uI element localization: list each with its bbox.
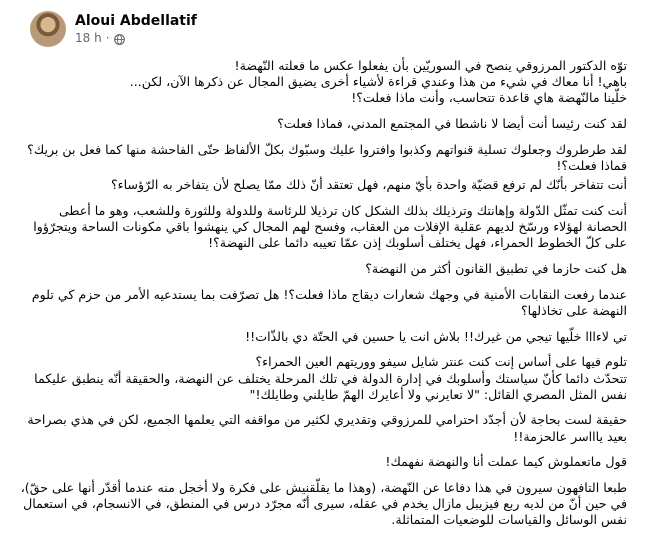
post-paragraph: أنت تتفاخر بأنّك لم ترفع قضيّة واحدة بأيّ منهم، فهل تعتقد أنّ ذلك ممّا يصلح لأن يتفاخر به الرّؤساء؟ [110, 177, 627, 193]
post-time[interactable]: 18 h [75, 31, 102, 45]
post-paragraph: عندما رفعت النقابات الأمنية في وجهك شعارات ديقاج ماذا فعلت؟! هل تصرّفت بما يستدعيه الأمر من حزم كي تلوم النهضة على تخاذلها؟ [31, 286, 627, 318]
author-name[interactable]: Aloui Abdellatif [75, 13, 197, 29]
post-body [14, 58, 641, 529]
post-paragraph: قول ماتعملوش كيما عملت أنا والنهضة نفهمك! [385, 454, 627, 470]
post-subline [75, 30, 197, 46]
post-paragraph: تي لاءااا خلّيها تيجي من غيرك!! بلاش انت يا حسين في الحتّة دي بالذّات!! [245, 328, 627, 344]
post-header [14, 6, 641, 52]
post-paragraph: لقد طرطروك وجعلوك تسلية قنواتهم وكذبوا وافتروا عليك وسبّوك بكلّ الألفاظ حتّى الفاحشة منها كما فعل بن بريك؟ فماذا فعلت؟! [27, 141, 627, 174]
post-meta [75, 12, 197, 46]
post-paragraph: أنت كنت تمثّل الدّولة وإهانتك وترذيلك بذلك الشكل كان ترذيلا للرئاسة وللدولة وللثورة وللشعب، وهو ما أعطى الحصانة لهؤلاء ورسّخ لديهم عقلية الإفلات من العقاب، وفسح لهم المجال كي ينهشوا باقي مكونات الساحة ويتجرّؤوا على كلّ الخطوط الحمراء، فهل يختلف أسلوبك إذن عمّا تعيبه دائما على النهضة؟! [33, 202, 627, 251]
author-avatar[interactable] [30, 11, 66, 47]
globe-icon[interactable] [114, 33, 125, 44]
post-paragraph: لقد كنت رئيسا أنت أيضا لا ناشطا في المجتمع المدني، فماذا فعلت؟ [277, 116, 627, 132]
post-paragraph: هل كنت حازما في تطبيق القانون أكثر من النهضة؟ [365, 261, 627, 277]
post-paragraph: توّه الدكتور المرزوقي ينصح في السوريّين بأن يفعلوا عكس ما فعلته النّهضة! باهي! أنا معاك في شيء من هذا وعندي قراءة لأشياء أخرى يضيق المجال عن ذكرها الآن، لكن... خلّينا مالنّهضة هاي قاعدة تتحاسب، وأنت ماذا فعلت؟! [129, 58, 627, 106]
separator-dot: · [105, 31, 110, 45]
post-paragraph: طبعا التافهون سيرون في هذا دفاعا عن النّهضة، (وهذا ما يقلّقنيش على فكرة ولا أخجل منه عندما أقدّر أنها على حقّ)، في حين أنّ من لديه ربع فيزيبل مازال يخدم في عقله، سيرى أنّه مجرّد درس في المنطق، في الانسجام، في استعمال نفس الوسائل والقياسات للوضعيات المتماثلة. [20, 480, 627, 528]
post-paragraph: تلوم فيها على أساس إنت كنت عنتر شايل سيفو ووريتهم العين الحمراء؟ تتحدّث دائما كأنّ سياستك وأسلوبك في إدارة الدولة في تلك المرحلة يختلف عن النهضة، والحقيقة أنّه ينطبق عليكما نفس المثل المصري القائل: "لا تعايرني ولا أعايرك الهمّ طايلني وطايلك!" [34, 354, 627, 402]
post-paragraph: حقيقة لست بحاجة لأن أجدّد احترامي للمرزوقي وتقديري لكثير من مواقفه التي يعلمها الجميع، لكن في هذي بصراحة بعيد ياااسر عالحزمة!! [27, 412, 627, 444]
